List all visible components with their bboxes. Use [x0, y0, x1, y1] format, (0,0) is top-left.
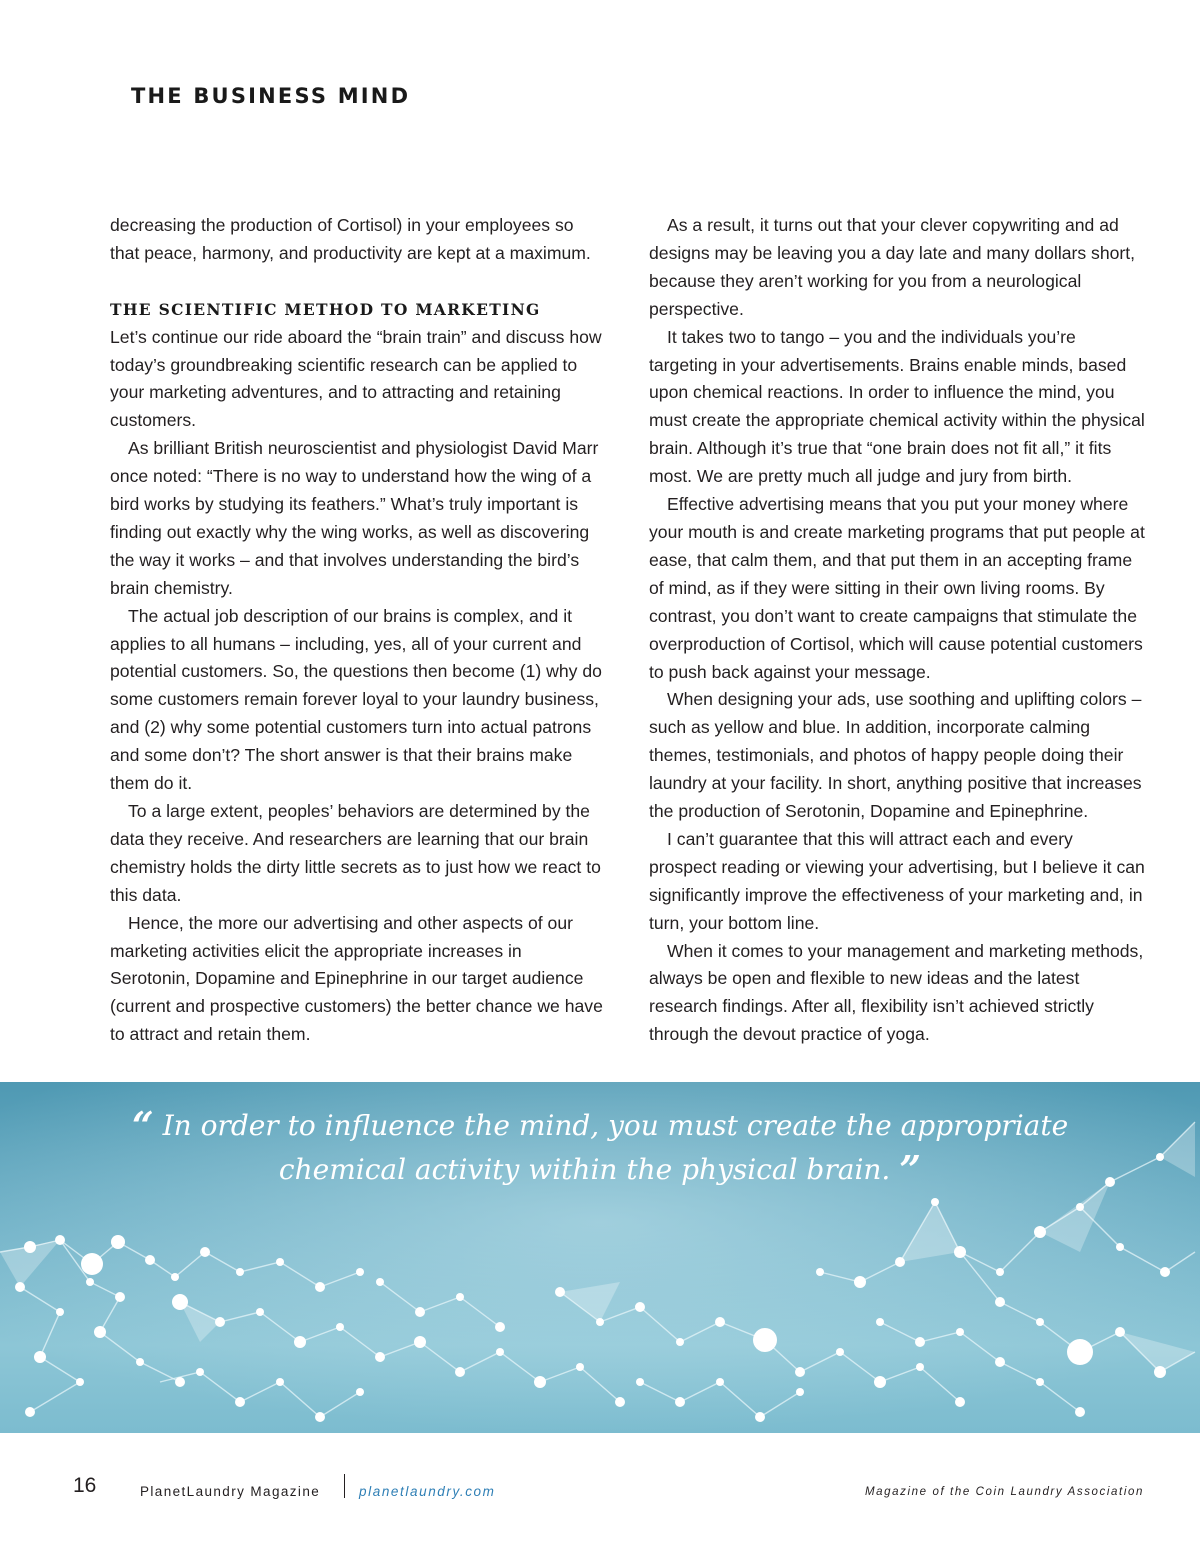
- open-quote-mark: “: [131, 1103, 154, 1148]
- website-link[interactable]: planetlaundry.com: [359, 1484, 496, 1499]
- magazine-name: PlanetLaundry Magazine: [140, 1484, 321, 1499]
- page-number: 16: [73, 1474, 97, 1497]
- paragraph: As a result, it turns out that your clever copywriting and ad designs may be leaving you a day late and many dollars short, because they aren’t working for you from a neurological perspective.: [649, 215, 1136, 319]
- paragraph: As brilliant British neuroscientist and physiologist David Marr once noted: “There is no way to understand how the wing of a bird works by studying its feathers.” What’s truly important is finding out exactly why the wing works, as well as discovering the way it works – and that involves understanding the bird’s brain chemistry.: [110, 438, 599, 598]
- paragraph: To a large extent, peoples’ behaviors are determined by the data they receive. And researchers are learning that our brain chemistry holds the dirty little secrets as to just how we react to this data.: [110, 801, 601, 905]
- paragraph: I can’t guarantee that this will attract each and every prospect reading or viewing your advertising, but I believe it can significantly improve the effectiveness of your marketing and, in turn, your bottom line.: [649, 828, 1145, 933]
- page-footer: [0, 1470, 1200, 1510]
- paragraph: It takes two to tango – you and the individuals you’re targeting in your advertisements. Brains enable minds, based upon chemical reactions. In order to influence the mind, you must create the appropriate chemical activity within the physical brain. Although it’s true that “one brain does not fit all,” it fits most. We are pretty much all judge and jury from birth.: [649, 326, 1145, 487]
- article-column-left: [110, 212, 606, 1049]
- paragraph: Hence, the more our advertising and other aspects of our marketing activities elicit the appropriate increases in Serotonin, Dopamine and Epinephrine in our target audience (current and prospective customers) the better chance we have to attract and retain them.: [110, 912, 603, 1045]
- article-column-right: [649, 212, 1145, 1049]
- section-subhead: THE SCIENTIFIC METHOD TO MARKETING: [110, 299, 541, 319]
- paragraph: When it comes to your management and marketing methods, always be open and flexible to new ideas and the latest research findings. After all, flexibility isn’t achieved strictly through the devout practice of yoga.: [649, 940, 1144, 1045]
- paragraph: The actual job description of our brains is complex, and it applies to all humans – including, yes, all of your current and potential customers. So, the questions then become (1) why do some customers remain forever loyal to your laundry business, and (2) why some potential customers turn into actual patrons and some don’t? The short answer is that their brains make them do it.: [110, 605, 602, 794]
- close-quote-mark: ”: [899, 1147, 922, 1192]
- paragraph: Effective advertising means that you put your money where your mouth is and create marketing programs that put people at ease, that calm them, and that put them in an accepting frame of mind, as if they were sitting in their own living rooms. By contrast, you don’t want to create campaigns that stimulate the overproduction of Cortisol, which will cause potential customers to push back against your message.: [649, 494, 1145, 682]
- paragraph: decreasing the production of Cortisol) in your employees so that peace, harmony, and productivity are kept at a maximum.: [110, 215, 591, 263]
- section-label: THE BUSINESS MIND: [131, 84, 411, 108]
- paragraph: When designing your ads, use soothing and uplifting colors – such as yellow and blue. In addition, incorporate calming themes, testimonials, and photos of happy people doing their laundry at your facility. In short, anything positive that increases the production of Serotonin, Dopamine and Epinephrine.: [649, 689, 1142, 822]
- paragraph: Let’s continue our ride aboard the “brain train” and discuss how today’s groundbreaking scientific research can be applied to your marketing adventures, and to attracting and retaining customers.: [110, 326, 602, 431]
- pull-quote-band: [0, 1082, 1200, 1433]
- pull-quote-text: In order to influence the mind, you must create the appropriate chemical activity within the physical brain.: [162, 1109, 1069, 1186]
- footer-divider: [344, 1474, 345, 1498]
- pull-quote: [100, 1104, 1100, 1192]
- association-tagline: Magazine of the Coin Laundry Association: [864, 1486, 1144, 1498]
